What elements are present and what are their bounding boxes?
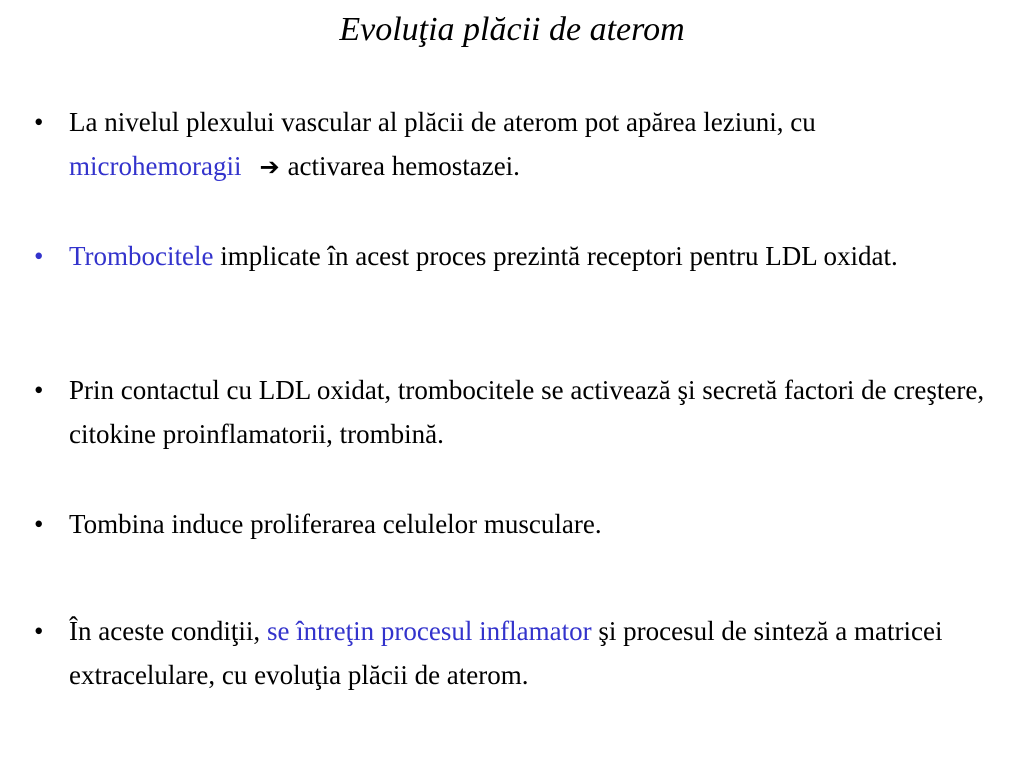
bullet-item-3 (34, 368, 994, 456)
bullet-text (69, 609, 994, 697)
highlight-microhemoragii: microhemoragii (69, 151, 242, 181)
slide-title: Evoluţia plăcii de aterom (339, 11, 685, 48)
bullet-text-part: La nivelul plexului vascular al plăcii de aterom pot apărea leziuni, cu (69, 107, 816, 137)
bullet-text (69, 100, 994, 189)
highlight-inflamator: se întreţin procesul inflamator (266, 616, 592, 646)
bullet-text-part: În aceste condiţii, (69, 616, 267, 646)
bullet-text-part: Tombina induce proliferarea celulelor musculare. (69, 509, 602, 539)
bullet-text (69, 368, 994, 456)
bullet-text (69, 234, 994, 278)
bullet-text-part: Prin contactul cu LDL oxidat, trombocitele se activează şi secretă factori de creştere, citokine proinflamatorii, trombină. (69, 375, 985, 449)
bullet-dot: • (34, 616, 44, 646)
bullet-text-part: şi procesul de sinteză a matricei extracelulare, cu evoluţia plăcii de aterom. (69, 616, 943, 690)
highlight-trombocitele: Trombocitele (69, 241, 214, 271)
bullet-item-2 (34, 234, 994, 278)
bullet-dot: • (34, 509, 44, 539)
bullet-item-4 (34, 502, 994, 546)
bullet-dot: • (34, 241, 44, 271)
bullet-text (69, 502, 994, 546)
bullet-item-1 (34, 100, 994, 189)
bullet-item-5 (34, 609, 994, 697)
arrow-right-icon: ➔ (259, 153, 280, 181)
bullet-text-part: implicate în acest proces prezintă receptori pentru LDL oxidat. (213, 241, 898, 271)
bullet-dot: • (34, 375, 44, 405)
bullet-text-part: activarea hemostazei. (287, 151, 520, 181)
bullet-dot: • (34, 107, 44, 137)
